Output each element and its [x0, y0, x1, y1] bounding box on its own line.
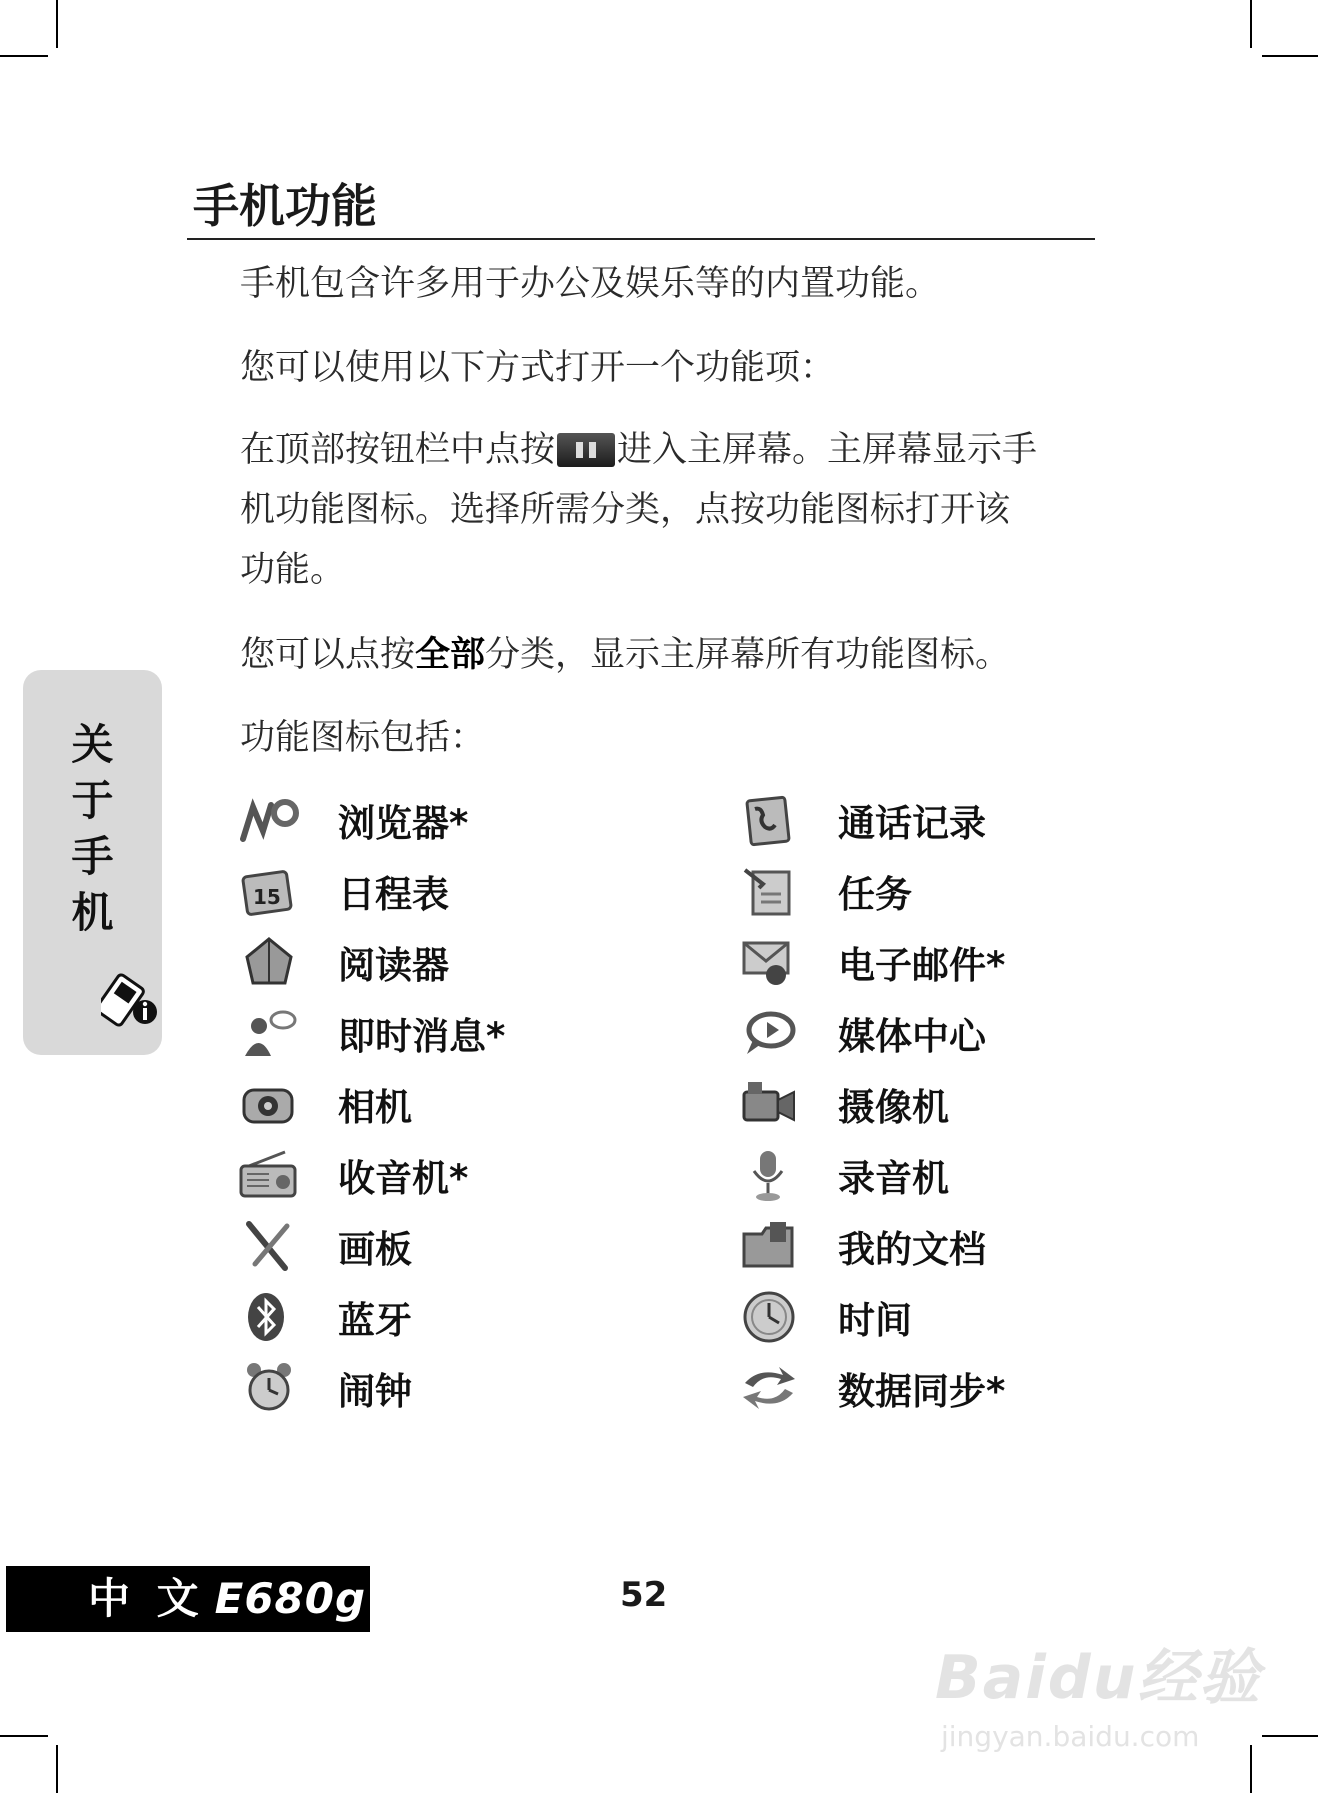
all-category-term: 全部 [415, 635, 486, 675]
crop-mark [1262, 55, 1318, 57]
instruction-line-3: 功能。 [240, 550, 346, 590]
crop-mark [0, 55, 48, 57]
feature-item [238, 998, 506, 1068]
call-log-icon [741, 793, 797, 847]
feature-label: 画板 [338, 1228, 412, 1271]
feature-label: 阅读器 [338, 944, 449, 987]
feature-item [238, 1140, 469, 1210]
baidu-watermark [935, 1630, 1261, 1753]
email-icon [740, 935, 798, 989]
feature-item [738, 998, 986, 1068]
page-title: 手机功能 [193, 179, 377, 233]
camera-icon [240, 1080, 298, 1128]
instruction-line-1: 在顶部按钮栏中点按 进入主屏幕。主屏幕显示手 [240, 430, 1038, 470]
calendar-icon [241, 866, 297, 916]
feature-item [738, 785, 986, 855]
feature-label: 相机 [338, 1086, 412, 1129]
feature-item [238, 785, 469, 855]
feature-label: 即时消息* [338, 1015, 506, 1058]
radio-icon [239, 1150, 299, 1200]
crop-mark [56, 1745, 58, 1793]
reader-icon [241, 935, 297, 989]
feature-item [738, 1353, 1006, 1423]
crop-mark [0, 1735, 48, 1737]
crop-mark [56, 0, 58, 48]
instruction-paragraph [240, 420, 1100, 600]
feature-label: 闹钟 [338, 1370, 412, 1413]
watermark-url: jingyan.baidu.com [941, 1720, 1200, 1753]
side-tab-char: 机 [71, 888, 114, 937]
feature-label: 通话记录 [838, 802, 986, 845]
feature-item [738, 856, 912, 926]
feature-label: 摄像机 [838, 1086, 949, 1129]
feature-label: 数据同步* [838, 1370, 1006, 1413]
feature-label: 电子邮件* [838, 944, 1006, 987]
intro-paragraph: 手机包含许多用于办公及娱乐等的内置功能。 [240, 264, 941, 304]
icons-include-paragraph: 功能图标包括： [240, 718, 486, 758]
footer-language: 中 文 [88, 1574, 205, 1623]
feature-label: 收音机* [338, 1157, 469, 1200]
feature-label: 媒体中心 [838, 1015, 986, 1058]
tasks-icon [741, 864, 797, 918]
instruction-line-2: 机功能图标。选择所需分类，点按功能图标打开该 [240, 490, 1011, 530]
crop-mark [1250, 0, 1252, 48]
video-camera-icon [740, 1078, 798, 1130]
feature-item [238, 1211, 412, 1281]
feature-label: 录音机 [838, 1157, 949, 1200]
alarm-clock-icon [242, 1360, 296, 1416]
feature-item [738, 1282, 912, 1352]
side-tab-char: 于 [71, 776, 114, 825]
feature-label: 浏览器* [338, 802, 469, 845]
feature-item [238, 1353, 412, 1423]
feature-item [238, 927, 449, 997]
svg-text:15: 15 [253, 885, 281, 909]
side-tab-char: 手 [71, 832, 114, 881]
crop-mark [1262, 1735, 1318, 1737]
data-sync-icon [739, 1363, 799, 1413]
footer-model-badge [6, 1566, 370, 1632]
feature-item [238, 1282, 412, 1352]
media-center-icon [741, 1008, 797, 1058]
page-number: 52 [620, 1575, 668, 1615]
feature-label: 蓝牙 [338, 1299, 412, 1342]
feature-item [238, 1069, 412, 1139]
phone-info-icon [101, 968, 161, 1028]
feature-item [738, 1211, 986, 1281]
feature-item [238, 856, 449, 926]
my-documents-icon [740, 1220, 798, 1272]
drawing-board-icon [241, 1218, 297, 1274]
feature-label: 任务 [838, 873, 912, 916]
feature-item [738, 927, 1006, 997]
browser-icon [239, 795, 299, 845]
home-screen-button-icon [557, 433, 615, 467]
feature-label: 日程表 [338, 873, 449, 916]
open-method-paragraph: 您可以使用以下方式打开一个功能项： [240, 348, 836, 388]
watermark-brand: Baidu经验 [935, 1643, 1262, 1713]
feature-label: 我的文档 [838, 1228, 986, 1271]
time-icon [741, 1289, 797, 1345]
side-tab-about-phone [23, 670, 162, 1055]
footer-model: E680g [214, 1574, 367, 1623]
voice-recorder-icon [744, 1147, 794, 1203]
feature-item [738, 1140, 949, 1210]
feature-label: 时间 [838, 1299, 912, 1342]
bluetooth-icon [244, 1290, 294, 1344]
side-tab-char: 关 [71, 720, 114, 769]
all-category-paragraph: 您可以点按全部分类，显示主屏幕所有功能图标。 [240, 635, 1011, 675]
title-underline [187, 238, 1095, 240]
feature-item [738, 1069, 949, 1139]
instant-message-icon [239, 1006, 299, 1060]
